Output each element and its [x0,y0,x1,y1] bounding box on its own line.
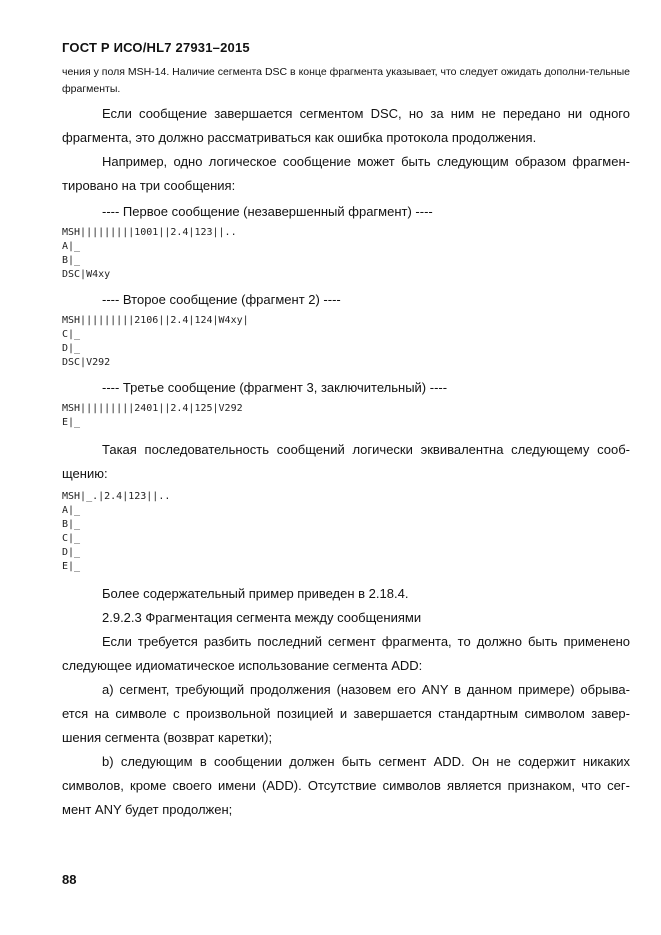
code-line: MSH|_.|2.4|123||.. [62,491,171,502]
message-2-caption: ---- Второе сообщение (фрагмент 2) ---- [102,292,341,307]
code-line: C|_ [62,329,81,340]
message-3-caption: ---- Третье сообщение (фрагмент 3, заключительный) ---- [102,380,448,395]
code-line: MSH|||||||||2106||2.4|124|W4xy| [62,315,249,326]
list-item-b: b) следующим в сообщении должен быть сегмент ADD. Он не содержит никаких символов, кроме своего имени (ADD). Отсутствие символов является признаком, что сег-мент ANY будет продолжен; [62,754,630,817]
code-line: C|_ [62,533,81,544]
intro-paragraph: чения у поля MSH-14. Наличие сегмента DSC в конце фрагмента указывает, что следует ожидать дополни-тельные фрагменты. [62,66,630,95]
code-line: A|_ [62,241,81,252]
message-1-caption: ---- Первое сообщение (незавершенный фрагмент) ---- [102,204,433,219]
list-item-a: а) сегмент, требующий продолжения (назовем его ANY в данном примере) обрыва-ется на символе с произвольной позицией и завершается стандартным символом завер-шения сегмента (возврат каретки); [62,682,630,745]
document-page [62,40,630,822]
code-line: DSC|V292 [62,357,111,368]
paragraph-equivalent: Такая последовательность сообщений логически эквивалентна следующему сооб-щению: [62,442,630,481]
paragraph-dsc-error: Если сообщение завершается сегментом DSC, но за ним не передано ни одного фрагмента, это должно рассматриваться как ошибка протокола продолжения. [62,106,630,145]
section-heading: 2.9.2.3 Фрагментация сегмента между сообщениями [102,610,422,625]
code-line: D|_ [62,547,81,558]
message-3-code [62,402,630,430]
code-line: DSC|W4xy [62,269,111,280]
code-line: D|_ [62,343,81,354]
code-line: MSH|||||||||1001||2.4|123||.. [62,227,237,238]
code-line: B|_ [62,255,81,266]
paragraph-example-intro: Например, одно логическое сообщение может быть следующим образом фрагмен-тировано на три сообщения: [62,154,630,193]
code-line: E|_ [62,417,81,428]
document-header: ГОСТ Р ИСО/HL7 27931–2015 [62,40,250,55]
code-line: MSH|||||||||2401||2.4|125|V292 [62,403,243,414]
code-line: B|_ [62,519,81,530]
code-line: E|_ [62,561,81,572]
message-1-code [62,226,630,282]
equivalent-code [62,490,630,574]
page-number: 88 [62,872,77,887]
code-line: A|_ [62,505,81,516]
message-2-code [62,314,630,370]
paragraph-add-usage: Если требуется разбить последний сегмент фрагмента, то должно быть применено следующее идиоматическое использование сегмента ADD: [62,634,630,673]
paragraph-more-example: Более содержательный пример приведен в 2.18.4. [102,586,409,601]
